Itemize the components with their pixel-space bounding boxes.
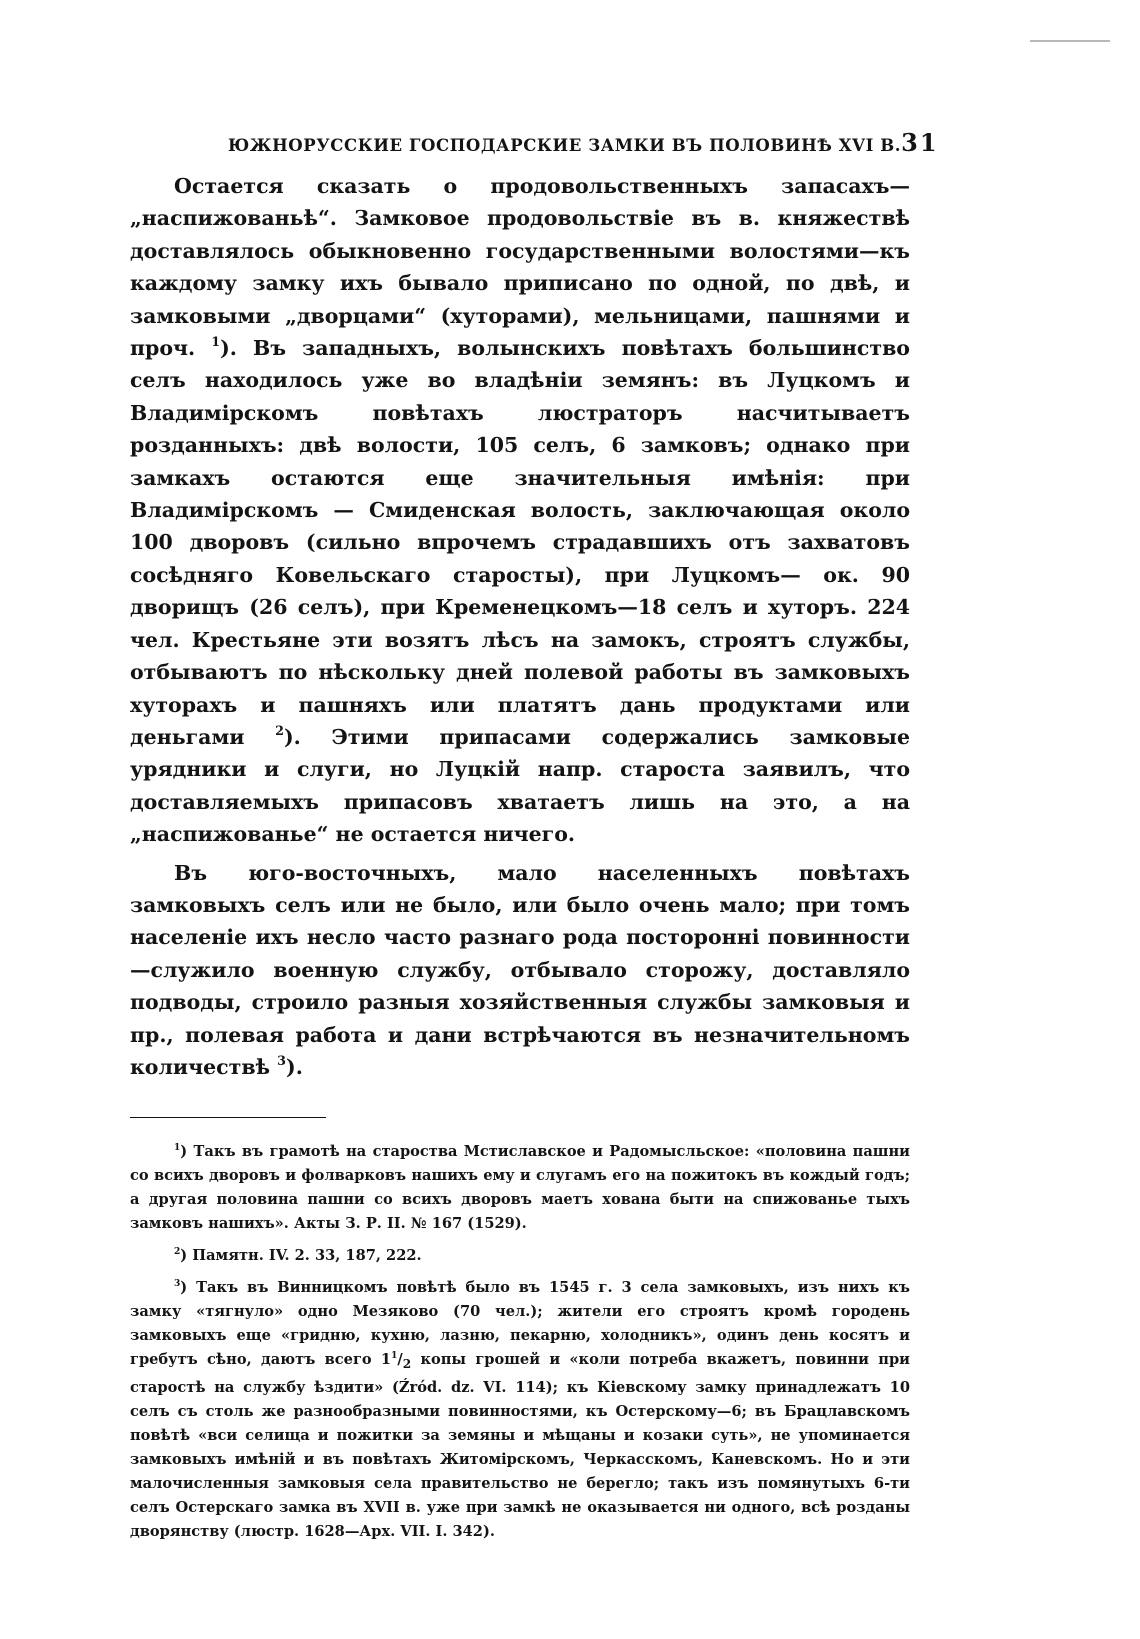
paragraph-1-part-2: ). Въ западныхъ, волынскихъ повѣтахъ большинство селъ находилось уже во владѣніи земянъ: въ Луцкомъ и Владимірскомъ повѣтахъ люстраторъ насчитываетъ розданныхъ: двѣ волости, 105 селъ, 6 замковъ; однако при замкахъ остаются еще значительныя имѣнія: при Владимірскомъ — Смиденская волость, заключающая около 100 дворовъ (сильно впрочемъ страдавшихъ отъ захватовъ сосѣдняго Ковельскаго старосты), при Луцкомъ— ок. 90 дворищъ (26 селъ), при Кременецкомъ—18 селъ и хуторъ. 224 чел. Крестьяне эти возятъ лѣсъ на замокъ, строятъ службы, отбываютъ по нѣскольку дней полевой работы въ замковыхъ хуторахъ и пашняхъ или платятъ дань продуктами или деньгами xyxy=(130,336,910,749)
paragraph-1 xyxy=(130,170,910,851)
fraction-numerator: 1 xyxy=(391,1350,398,1361)
footnotes xyxy=(130,1140,910,1544)
paragraph-2 xyxy=(130,857,910,1084)
paragraph-1-part-1: Остается сказать о продовольственныхъ запасахъ—„наспижованьѣ“. Замковое продовольствіе въ в. княжествѣ доставлялось обыкновенно государственными волостями—къ каждому замку ихъ бывало приписано по одной, по двѣ, и замковыми „дворцами“ (хуторами), мельницами, пашнями и проч. xyxy=(130,174,910,361)
footnote-divider xyxy=(130,1117,326,1118)
footnote-1-number: 1 xyxy=(174,1142,181,1153)
footnote-ref-3: 3 xyxy=(277,1052,287,1068)
footnote-1 xyxy=(130,1140,910,1236)
book-page xyxy=(130,128,939,1608)
footnote-2-text: ) Памятн. IV. 2. 33, 187, 222. xyxy=(180,1247,422,1265)
running-header xyxy=(130,128,939,166)
fraction-separator: / xyxy=(397,1351,403,1369)
footnote-1-text: ) Такъ въ грамотѣ на староства Мстиславское и Радомысльское: «половина пашни со всихъ дворовъ и фолварковъ нашихъ ему и слугамъ его на пожитокъ въ кождый годъ; а другая половина пашни со всихъ дворовъ маетъ хована быти на спижованье тыхъ замковъ нашихъ». Акты З. Р. II. № 167 (1529). xyxy=(130,1143,910,1233)
footnote-ref-1: 1 xyxy=(211,333,221,349)
main-text xyxy=(130,170,910,1083)
footnote-ref-2: 2 xyxy=(275,722,284,738)
running-title: ЮЖНОРУССКИЕ ГОСПОДАРСКИЕ ЗАМКИ ВЪ ПОЛОВИНѢ XVI В. xyxy=(228,136,902,155)
footnote-3-text-a: ) Такъ въ Винницкомъ повѣтѣ было въ 1545 г. 3 села замковыхъ, изъ нихъ къ замку «тягнуло» одно Мезяково (70 чел.); жители его строятъ кромѣ городень замковыхъ еще «гридню, кухню, лазню, пекарню, холодникъ», одинъ день косятъ и гребутъ сѣно, даютъ всего 1 xyxy=(130,1279,910,1369)
paragraph-2-end: ). xyxy=(286,1054,303,1079)
footnote-3-text-b: копы грошей и «коли потреба вкажетъ, повинни при старостѣ на службу ѣздити» (Źród. dz. VI. 114); къ Кіевскому замку принадлежатъ 10 селъ съ столь же разнообразными повинностями, къ Остерскому—6; въ Брацлавскомъ повѣтѣ «вси селища и пожитки за земяны и мѣщаны и козаки суть», не упоминается замковыхъ имѣній и въ повѣтахъ Житомірскомъ, Черкасскомъ, Каневскомъ. Но и эти малочисленныя замковыя села правительство не берегло; такъ изъ помянутыхъ 6-ти селъ Остерскаго замка въ XVII в. уже при замкѣ не оказывается ни одного, всѣ розданы дворянству (люстр. 1628—Арх. VII. I. 342). xyxy=(130,1351,910,1541)
footnote-3 xyxy=(130,1276,910,1544)
footnote-3-number: 3 xyxy=(174,1278,181,1289)
fraction-denominator: 2 xyxy=(402,1357,412,1372)
footnote-2 xyxy=(130,1244,910,1268)
paragraph-2-text: Въ юго-восточныхъ, мало населенныхъ повѣтахъ замковыхъ селъ или не было, или было очень мало; при томъ населеніе ихъ несло часто разнаго рода посторонні повинности—служило военную службу, отбывало сторожу, доставляло подводы, строило разныя хозяйственныя службы замковыя и пр., полевая работа и дани встрѣчаются въ незначительномъ количествѣ xyxy=(130,860,910,1079)
scan-edge-mark xyxy=(1030,40,1110,42)
page-number: 31 xyxy=(901,128,939,157)
footnote-2-number: 2 xyxy=(174,1246,181,1257)
paragraph-1-part-3: ). Этими припасами содержались замковые урядники и слуги, но Луцкій напр. староста заявилъ, что доставляемыхъ припасовъ хватаетъ лишь на это, а на „наспижованье“ не остается ничего. xyxy=(130,724,910,847)
